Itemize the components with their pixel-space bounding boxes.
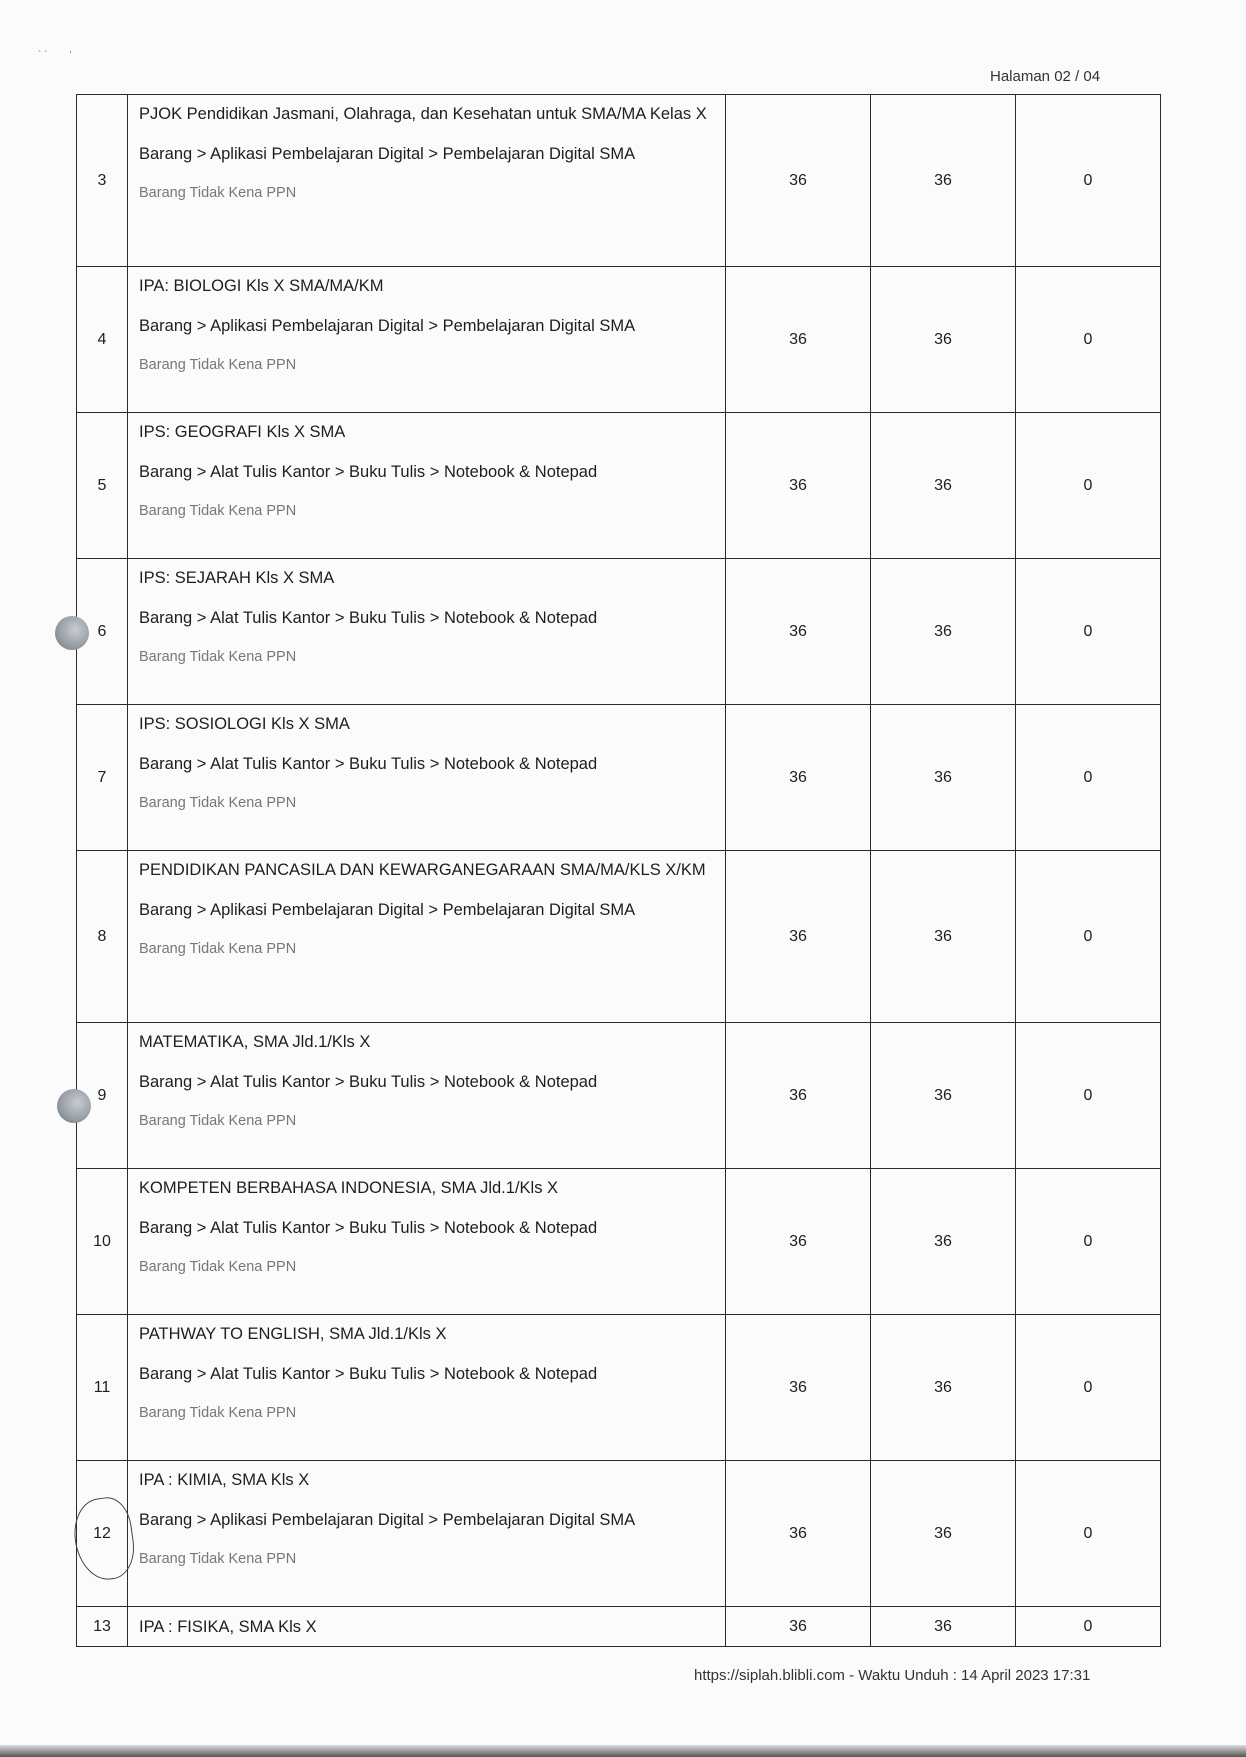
item-name: IPA : FISIKA, SMA Kls X bbox=[139, 1617, 317, 1636]
page-number: Halaman 02 / 04 bbox=[990, 68, 1101, 85]
items-table-body bbox=[77, 95, 1161, 1647]
item-description-cell bbox=[128, 1607, 726, 1647]
quantity-value-3: 0 bbox=[1016, 95, 1161, 267]
item-name: IPS: SOSIOLOGI Kls X SMA bbox=[139, 715, 350, 733]
quantity-value-1: 36 bbox=[726, 267, 871, 413]
row-number: 5 bbox=[77, 413, 128, 559]
scan-marks: ` ` ' bbox=[38, 50, 72, 61]
item-description-cell bbox=[128, 1315, 726, 1461]
item-category: Barang > Aplikasi Pembelajaran Digital > Pembelajaran Digital SMA bbox=[139, 1511, 636, 1529]
table-row bbox=[77, 705, 1161, 851]
table-row bbox=[77, 1607, 1161, 1647]
item-description-cell bbox=[128, 95, 726, 267]
item-name: IPS: GEOGRAFI Kls X SMA bbox=[139, 423, 346, 441]
punch-hole bbox=[57, 1089, 91, 1123]
table-row bbox=[77, 267, 1161, 413]
quantity-value-2: 36 bbox=[871, 559, 1016, 705]
item-category: Barang > Alat Tulis Kantor > Buku Tulis > Notebook & Notepad bbox=[139, 1219, 598, 1237]
quantity-value-2: 36 bbox=[871, 1315, 1016, 1461]
quantity-value-2: 36 bbox=[871, 267, 1016, 413]
quantity-value-1: 36 bbox=[726, 1315, 871, 1461]
quantity-value-3: 0 bbox=[1016, 559, 1161, 705]
items-table bbox=[76, 94, 1161, 1647]
item-tax-status: Barang Tidak Kena PPN bbox=[139, 1551, 297, 1567]
quantity-value-3: 0 bbox=[1016, 851, 1161, 1023]
table-row bbox=[77, 1315, 1161, 1461]
item-name: IPA : KIMIA, SMA Kls X bbox=[139, 1471, 310, 1489]
quantity-value-1: 36 bbox=[726, 413, 871, 559]
row-number: 10 bbox=[77, 1169, 128, 1315]
item-name: PJOK Pendidikan Jasmani, Olahraga, dan Kesehatan untuk SMA/MA Kelas X bbox=[139, 105, 707, 123]
quantity-value-1: 36 bbox=[726, 1023, 871, 1169]
row-number: 9 bbox=[77, 1023, 128, 1169]
quantity-value-3: 0 bbox=[1016, 1461, 1161, 1607]
quantity-value-3: 0 bbox=[1016, 1607, 1161, 1647]
item-name: IPA: BIOLOGI Kls X SMA/MA/KM bbox=[139, 277, 384, 295]
quantity-value-3: 0 bbox=[1016, 1023, 1161, 1169]
item-description-cell bbox=[128, 559, 726, 705]
table-row bbox=[77, 1169, 1161, 1315]
quantity-value-1: 36 bbox=[726, 559, 871, 705]
item-category: Barang > Aplikasi Pembelajaran Digital > Pembelajaran Digital SMA bbox=[139, 145, 636, 163]
item-category: Barang > Alat Tulis Kantor > Buku Tulis > Notebook & Notepad bbox=[139, 609, 598, 627]
table-row bbox=[77, 413, 1161, 559]
quantity-value-3: 0 bbox=[1016, 705, 1161, 851]
quantity-value-2: 36 bbox=[871, 95, 1016, 267]
item-tax-status: Barang Tidak Kena PPN bbox=[139, 649, 297, 665]
table-row bbox=[77, 1461, 1161, 1607]
footer-download-info: https://siplah.blibli.com - Waktu Unduh : 14 April 2023 17:31 bbox=[694, 1667, 1091, 1684]
row-number: 12 bbox=[77, 1461, 128, 1607]
item-tax-status: Barang Tidak Kena PPN bbox=[139, 1405, 297, 1421]
item-description-cell bbox=[128, 1023, 726, 1169]
quantity-value-3: 0 bbox=[1016, 1169, 1161, 1315]
item-name: KOMPETEN BERBAHASA INDONESIA, SMA Jld.1/Kls X bbox=[139, 1179, 559, 1197]
item-tax-status: Barang Tidak Kena PPN bbox=[139, 941, 297, 957]
table-row bbox=[77, 559, 1161, 705]
item-description-cell bbox=[128, 1169, 726, 1315]
row-number: 7 bbox=[77, 705, 128, 851]
item-category: Barang > Alat Tulis Kantor > Buku Tulis > Notebook & Notepad bbox=[139, 1365, 598, 1383]
quantity-value-3: 0 bbox=[1016, 267, 1161, 413]
quantity-value-2: 36 bbox=[871, 1169, 1016, 1315]
item-name: MATEMATIKA, SMA Jld.1/Kls X bbox=[139, 1033, 371, 1051]
item-name: IPS: SEJARAH Kls X SMA bbox=[139, 569, 335, 587]
scan-edge-shadow bbox=[0, 1745, 1246, 1757]
punch-hole bbox=[55, 616, 89, 650]
item-tax-status: Barang Tidak Kena PPN bbox=[139, 1113, 297, 1129]
item-description-cell bbox=[128, 705, 726, 851]
item-category: Barang > Alat Tulis Kantor > Buku Tulis > Notebook & Notepad bbox=[139, 1073, 598, 1091]
quantity-value-2: 36 bbox=[871, 851, 1016, 1023]
item-description-cell bbox=[128, 851, 726, 1023]
quantity-value-2: 36 bbox=[871, 1461, 1016, 1607]
item-description-cell bbox=[128, 1461, 726, 1607]
item-description-cell bbox=[128, 413, 726, 559]
item-category: Barang > Aplikasi Pembelajaran Digital > Pembelajaran Digital SMA bbox=[139, 901, 636, 919]
quantity-value-3: 0 bbox=[1016, 1315, 1161, 1461]
item-category: Barang > Alat Tulis Kantor > Buku Tulis > Notebook & Notepad bbox=[139, 463, 598, 481]
row-number: 8 bbox=[77, 851, 128, 1023]
item-tax-status: Barang Tidak Kena PPN bbox=[139, 1259, 297, 1275]
quantity-value-1: 36 bbox=[726, 1607, 871, 1647]
row-number: 11 bbox=[77, 1315, 128, 1461]
item-name: PENDIDIKAN PANCASILA DAN KEWARGANEGARAAN SMA/MA/KLS X/KM bbox=[139, 861, 706, 879]
table-row bbox=[77, 1023, 1161, 1169]
quantity-value-1: 36 bbox=[726, 1169, 871, 1315]
quantity-value-2: 36 bbox=[871, 413, 1016, 559]
quantity-value-3: 0 bbox=[1016, 413, 1161, 559]
row-number: 4 bbox=[77, 267, 128, 413]
item-category: Barang > Alat Tulis Kantor > Buku Tulis > Notebook & Notepad bbox=[139, 755, 598, 773]
quantity-value-1: 36 bbox=[726, 1461, 871, 1607]
row-number: 13 bbox=[77, 1607, 128, 1647]
quantity-value-2: 36 bbox=[871, 1023, 1016, 1169]
item-tax-status: Barang Tidak Kena PPN bbox=[139, 185, 297, 201]
quantity-value-2: 36 bbox=[871, 705, 1016, 851]
quantity-value-1: 36 bbox=[726, 705, 871, 851]
table-row bbox=[77, 851, 1161, 1023]
item-tax-status: Barang Tidak Kena PPN bbox=[139, 795, 297, 811]
row-number: 6 bbox=[77, 559, 128, 705]
item-description-cell bbox=[128, 267, 726, 413]
item-category: Barang > Aplikasi Pembelajaran Digital > Pembelajaran Digital SMA bbox=[139, 317, 636, 335]
table-row bbox=[77, 95, 1161, 267]
item-tax-status: Barang Tidak Kena PPN bbox=[139, 357, 297, 373]
row-number: 3 bbox=[77, 95, 128, 267]
quantity-value-1: 36 bbox=[726, 95, 871, 267]
item-tax-status: Barang Tidak Kena PPN bbox=[139, 503, 297, 519]
quantity-value-2: 36 bbox=[871, 1607, 1016, 1647]
item-name: PATHWAY TO ENGLISH, SMA Jld.1/Kls X bbox=[139, 1325, 447, 1343]
quantity-value-1: 36 bbox=[726, 851, 871, 1023]
